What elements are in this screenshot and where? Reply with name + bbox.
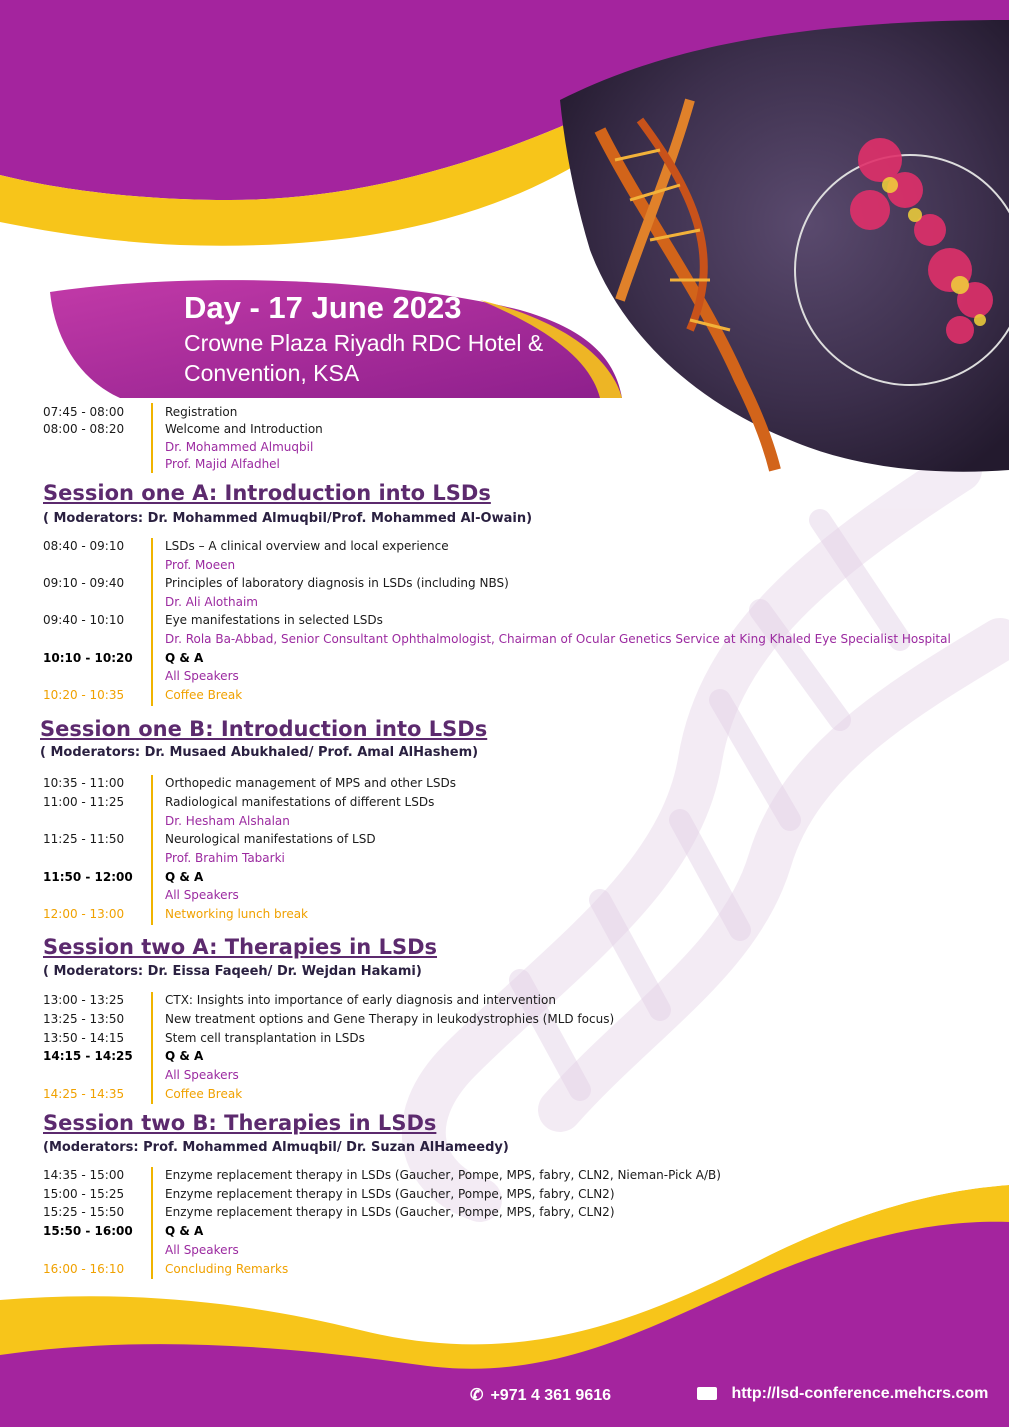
time-slot: 13:50 - 14:15 <box>43 1031 125 1045</box>
agenda-text: Q & A <box>165 1224 204 1238</box>
session-title: Session one A: Introduction into LSDs <box>43 481 491 505</box>
dna-watermark <box>424 470 1000 1200</box>
session-moderators: ( Moderators: Dr. Mohammed Almuqbil/Prof. Mohammed Al-Owain) <box>43 511 533 526</box>
footer-phone[interactable] <box>470 1385 611 1405</box>
agenda-text: Q & A <box>165 651 204 665</box>
time-slot: 10:35 - 11:00 <box>43 776 125 790</box>
time-slot: 09:10 - 09:40 <box>43 576 125 590</box>
time-slot: 14:15 - 14:25 <box>43 1049 133 1063</box>
agenda-text: Coffee Break <box>165 688 243 702</box>
session-moderators: ( Moderators: Dr. Eissa Faqeeh/ Dr. Wejdan Hakami) <box>43 964 422 979</box>
session-title: Session one B: Introduction into LSDs <box>40 717 488 741</box>
session-moderators: (Moderators: Prof. Mohammed Almuqbil/ Dr. Suzan AlHameedy) <box>43 1140 509 1155</box>
agenda-text: Q & A <box>165 1049 204 1063</box>
time-slot: 10:10 - 10:20 <box>43 651 133 665</box>
phone-icon: ✆ <box>470 1387 484 1404</box>
agenda-text: New treatment options and Gene Therapy in leukodystrophies (MLD focus) <box>165 1012 615 1026</box>
time-slot: 13:25 - 13:50 <box>43 1012 125 1026</box>
agenda-text: Enzyme replacement therapy in LSDs (Gaucher, Pompe, MPS, fabry, CLN2) <box>165 1187 615 1201</box>
time-slot: 14:25 - 14:35 <box>43 1087 125 1101</box>
timeline-divider <box>151 992 153 1104</box>
session-moderators: ( Moderators: Dr. Musaed Abukhaled/ Prof. Amal AlHashem) <box>40 745 479 760</box>
time-slot: 13:00 - 13:25 <box>43 993 125 1007</box>
time-slot: 15:50 - 16:00 <box>43 1224 133 1238</box>
agenda-text: Welcome and Introduction <box>165 422 323 436</box>
time-slot: 15:25 - 15:50 <box>43 1205 125 1219</box>
time-slot: 08:00 - 08:20 <box>43 422 125 436</box>
timeline-divider <box>151 538 153 706</box>
date-banner <box>184 288 584 388</box>
time-slot: 12:00 - 13:00 <box>43 907 125 921</box>
web-icon <box>697 1387 717 1400</box>
venue-line-1: Crowne Plaza Riyadh RDC Hotel & <box>184 330 544 356</box>
agenda-text: Principles of laboratory diagnosis in LSDs (including NBS) <box>165 576 509 590</box>
time-slot: 09:40 - 10:10 <box>43 613 125 627</box>
agenda-text: Dr. Ali Alothaim <box>165 595 258 609</box>
venue-line-2: Convention, KSA <box>184 360 360 386</box>
timeline-divider <box>151 775 153 925</box>
session-title: Session two A: Therapies in LSDs <box>43 935 438 959</box>
session-title: Session two B: Therapies in LSDs <box>43 1111 437 1135</box>
agenda-text: Prof. Moeen <box>165 558 236 572</box>
event-date: Day - 17 June 2023 <box>184 290 462 325</box>
time-slot: 10:20 - 10:35 <box>43 688 125 702</box>
agenda-text: Stem cell transplantation in LSDs <box>165 1031 365 1045</box>
timeline-divider <box>151 1167 153 1279</box>
agenda-text: All Speakers <box>165 669 239 683</box>
agenda-text: Enzyme replacement therapy in LSDs (Gaucher, Pompe, MPS, fabry, CLN2) <box>165 1205 615 1219</box>
agenda-text: All Speakers <box>165 888 239 902</box>
agenda-text: Radiological manifestations of different LSDs <box>165 795 435 809</box>
agenda-text: Orthopedic management of MPS and other LSDs <box>165 776 456 790</box>
time-slot: 14:35 - 15:00 <box>43 1168 125 1182</box>
agenda-text: Concluding Remarks <box>165 1262 289 1276</box>
agenda-text: Dr. Hesham Alshalan <box>165 814 290 828</box>
website-link[interactable]: http://lsd-conference.mehcrs.com <box>731 1385 989 1402</box>
time-slot: 11:25 - 11:50 <box>43 832 125 846</box>
agenda-text: All Speakers <box>165 1068 239 1082</box>
time-slot: 11:50 - 12:00 <box>43 870 133 884</box>
agenda-text: All Speakers <box>165 1243 239 1257</box>
science-image <box>560 20 1009 472</box>
agenda-text: Q & A <box>165 870 204 884</box>
agenda-text: Eye manifestations in selected LSDs <box>165 613 383 627</box>
agenda-text: Enzyme replacement therapy in LSDs (Gaucher, Pompe, MPS, fabry, CLN2, Nieman-Pick A/B) <box>165 1168 721 1182</box>
agenda-text: Dr. Mohammed Almuqbil <box>165 440 314 454</box>
agenda-text: Neurological manifestations of LSD <box>165 832 376 846</box>
timeline-divider <box>151 403 153 473</box>
footer-website[interactable] <box>697 1385 988 1403</box>
time-slot: 15:00 - 15:25 <box>43 1187 125 1201</box>
time-slot: 11:00 - 11:25 <box>43 795 125 809</box>
time-slot: 07:45 - 08:00 <box>43 405 125 419</box>
agenda-text: CTX: Insights into importance of early diagnosis and intervention <box>165 993 556 1007</box>
agenda-text: Dr. Rola Ba-Abbad, Senior Consultant Ophthalmologist, Chairman of Ocular Genetics Service at King Khaled Eye Specialist Hospital <box>165 632 951 646</box>
agenda-text: Coffee Break <box>165 1087 243 1101</box>
agenda-text: Networking lunch break <box>165 907 309 921</box>
agenda-text: Prof. Majid Alfadhel <box>165 457 280 471</box>
time-slot: 16:00 - 16:10 <box>43 1262 125 1276</box>
agenda-text: Prof. Brahim Tabarki <box>165 851 285 865</box>
agenda-text: LSDs – A clinical overview and local experience <box>165 539 449 553</box>
agenda-text: Registration <box>165 405 238 419</box>
phone-number: +971 4 361 9616 <box>490 1387 612 1404</box>
time-slot: 08:40 - 09:10 <box>43 539 125 553</box>
